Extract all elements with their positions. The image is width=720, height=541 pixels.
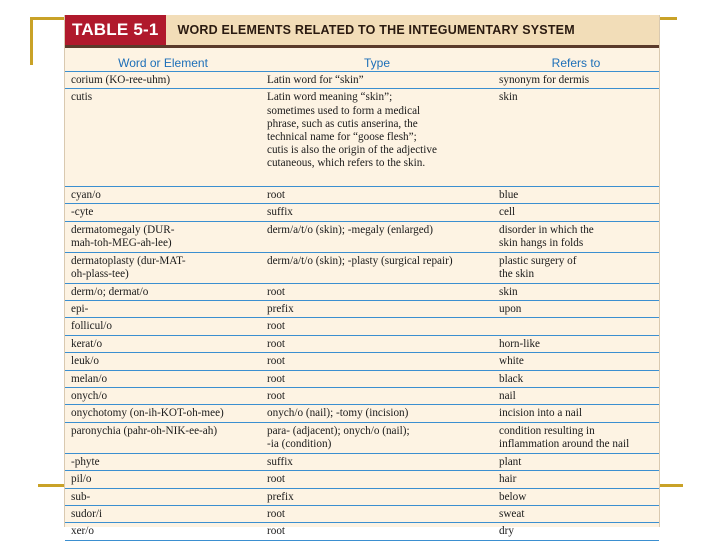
cell-type: prefix — [267, 490, 294, 503]
cell-word: dermatomegaly (DUR- mah-toh-MEG-ah-lee) — [71, 223, 175, 249]
table-row — [65, 489, 659, 506]
cell-word: -phyte — [71, 455, 100, 468]
cell-refers-to: nail — [499, 390, 516, 403]
cell-refers-to: blue — [499, 188, 519, 201]
table-row — [65, 318, 659, 335]
table-header-row — [65, 48, 659, 72]
table-row — [65, 523, 659, 540]
table-body — [65, 72, 659, 541]
cell-word: corium (KO-ree-uhm) — [71, 74, 171, 86]
cell-type: prefix — [267, 303, 294, 316]
cell-refers-to: skin — [499, 285, 518, 298]
cell-type: derm/a/t/o (skin); -megaly (enlarged) — [267, 223, 433, 236]
table-row — [65, 405, 659, 422]
frame-line-top-left — [30, 17, 68, 20]
cell-type: root — [267, 372, 286, 385]
table-title-bar — [65, 15, 659, 48]
cell-refers-to: dry — [499, 525, 514, 538]
cell-type: root — [267, 507, 286, 520]
cell-type: Latin word meaning “skin”; sometimes used to form a medical phrase, such as cutis anserina, the technical name for “goose flesh”; cutis is also the origin of the adjective cutaneous, which refers to the skin. — [267, 91, 437, 170]
cell-word: pil/o — [71, 473, 92, 486]
cell-type: onych/o (nail); -tomy (incision) — [267, 407, 409, 420]
table-row — [65, 371, 659, 388]
frame-line-left — [30, 17, 33, 65]
cell-type: root — [267, 473, 286, 486]
header-word-or-element: Word or Element — [118, 56, 208, 70]
cell-word: onych/o — [71, 390, 108, 403]
table-row — [65, 336, 659, 353]
cell-type: root — [267, 355, 286, 368]
cell-refers-to: plastic surgery of the skin — [499, 254, 577, 280]
cell-word: cyan/o — [71, 188, 101, 201]
cell-word: dermatoplasty (dur-MAT- oh-plass-tee) — [71, 254, 186, 280]
header-refers-to: Refers to — [551, 56, 601, 70]
table-row — [65, 187, 659, 204]
cell-word: derm/o; dermat/o — [71, 285, 149, 298]
cell-refers-to: hair — [499, 473, 517, 486]
cell-refers-to: upon — [499, 303, 522, 316]
table-row — [65, 72, 659, 89]
cell-type: para- (adjacent); onych/o (nail); -ia (condition) — [267, 424, 410, 450]
cell-refers-to: disorder in which the skin hangs in folds — [499, 223, 594, 249]
cell-type: root — [267, 390, 286, 403]
table-row — [65, 89, 659, 187]
cell-type: suffix — [267, 455, 293, 468]
cell-type: Latin word for “skin” — [267, 74, 364, 86]
cell-refers-to — [493, 320, 659, 333]
cell-word: follicul/o — [71, 320, 113, 333]
table-row — [65, 471, 659, 488]
cell-refers-to: black — [499, 372, 524, 385]
cell-refers-to: skin — [499, 91, 518, 104]
cell-type: root — [267, 285, 286, 298]
word-elements-table — [64, 15, 660, 538]
cell-refers-to: plant — [499, 455, 522, 468]
cell-type: root — [267, 525, 286, 538]
cell-word: leuk/o — [71, 355, 99, 368]
table-row — [65, 353, 659, 370]
cell-word: cutis — [71, 91, 93, 104]
cell-refers-to: incision into a nail — [499, 407, 582, 420]
table-title: WORD ELEMENTS RELATED TO THE INTEGUMENTARY SYSTEM — [177, 23, 575, 37]
cell-refers-to: horn-like — [499, 337, 541, 350]
table-row — [65, 284, 659, 301]
table-row — [65, 388, 659, 405]
cell-word: paronychia (pahr-oh-NIK-ee-ah) — [71, 424, 218, 437]
cell-word: onychotomy (on-ih-KOT-oh-mee) — [71, 407, 224, 420]
table-row — [65, 423, 659, 454]
cell-word: -cyte — [71, 206, 94, 219]
cell-refers-to: condition resulting in inflammation around the nail — [499, 424, 630, 450]
table-row — [65, 506, 659, 523]
cell-type: root — [267, 188, 286, 201]
table-row — [65, 454, 659, 471]
table-row — [65, 301, 659, 318]
table-row — [65, 253, 659, 284]
table-row — [65, 222, 659, 253]
header-type: Type — [363, 56, 390, 70]
cell-refers-to: cell — [499, 206, 516, 219]
cell-word: xer/o — [71, 525, 94, 538]
cell-refers-to: synonym for dermis — [499, 74, 590, 86]
table-number-badge: TABLE 5-1 — [65, 15, 166, 45]
cell-type: root — [267, 337, 286, 350]
cell-type: derm/a/t/o (skin); -plasty (surgical repair) — [267, 254, 453, 267]
cell-word: kerat/o — [71, 337, 103, 350]
cell-word: melan/o — [71, 372, 108, 385]
cell-type: root — [267, 320, 286, 333]
cell-refers-to: white — [499, 355, 524, 368]
cell-word: sudor/i — [71, 507, 103, 520]
cell-type: suffix — [267, 206, 293, 219]
cell-word: sub- — [71, 490, 91, 503]
table-row — [65, 204, 659, 221]
cell-refers-to: below — [499, 490, 527, 503]
cell-word: epi- — [71, 303, 89, 316]
cell-refers-to: sweat — [499, 507, 525, 520]
